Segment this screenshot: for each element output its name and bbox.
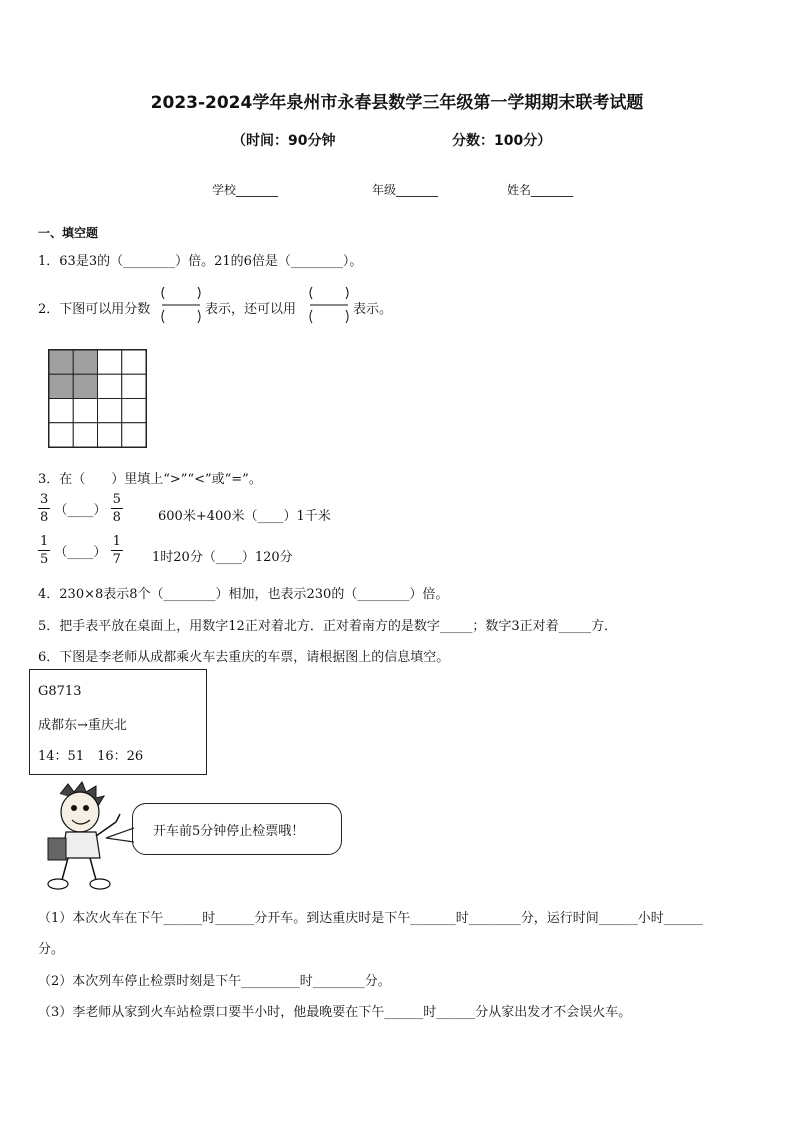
blank-fraction-2 <box>306 283 352 327</box>
grid-cell <box>98 399 122 423</box>
grid-cell-shaded <box>73 374 97 398</box>
blank-fraction-1 <box>158 283 204 327</box>
question-2-suffix: 表示。 <box>353 302 393 317</box>
question-6: 6．下图是李老师从成都乘火车去重庆的车票，请根据图上的信息填空。 <box>38 650 450 665</box>
grid-cell-shaded <box>73 350 97 374</box>
q3-row-1 <box>38 493 123 524</box>
grid-cell <box>122 374 146 398</box>
sub-question-2: （2）本次列车停止检票时刻是下午_________时________分。 <box>38 974 391 989</box>
speech-bubble-text: 开车前5分钟停止检票哦！ <box>153 824 305 839</box>
question-4: 4．230×8表示8个（________）相加，也表示230的（________）倍。 <box>38 587 449 602</box>
fraction-3-8: $\frac{3}{8}$ <box>40 492 49 525</box>
exam-score: 分数：100分） <box>452 133 552 149</box>
compare-blank-2: （____） <box>54 545 107 560</box>
fraction-1-7: $\frac{1}{7}$ <box>112 534 121 567</box>
grid-cell <box>98 350 122 374</box>
grid-cell <box>98 374 122 398</box>
question-1: 1．63是3的（________）倍。21的6倍是（________）。 <box>38 254 363 269</box>
section-fill-blank: 一、填空题 <box>38 226 99 240</box>
grid-cell <box>98 423 122 447</box>
speech-bubble <box>132 803 342 855</box>
grid-cell <box>73 423 97 447</box>
grid-cell <box>73 399 97 423</box>
question-3-intro: 3．在（ ）里填上“>”“<”或“=”。 <box>38 472 262 487</box>
school-field: 学校_______ <box>212 183 279 197</box>
page-title: 2023-2024学年泉州市永春县数学三年级第一学期期末联考试题 <box>150 93 644 113</box>
q3-row-2 <box>38 535 123 566</box>
grid-cell <box>122 423 146 447</box>
grade-field: 年级_______ <box>372 183 439 197</box>
sub-question-1-end: 分。 <box>38 942 65 957</box>
fraction-grid <box>48 349 147 448</box>
compare-blank-1: （____） <box>54 503 107 518</box>
compare-length: 600米+400米（____）1千米 <box>158 509 331 524</box>
ticket-train-number: G8713 <box>38 684 82 699</box>
grid-cell-shaded <box>49 374 73 398</box>
fraction-1-5: $\frac{1}{5}$ <box>40 534 49 567</box>
name-field: 姓名_______ <box>507 183 574 197</box>
question-5: 5．把手表平放在桌面上，用数字12正对着北方．正对着南方的是数字_____；数字3正对着_____方． <box>38 619 618 634</box>
train-ticket <box>29 669 207 775</box>
exam-time: （时间：90分钟 <box>232 133 336 149</box>
ticket-times: 14：51 16：26 <box>38 749 144 764</box>
question-2-middle: 表示，还可以用 <box>205 302 297 317</box>
compare-time: 1时20分（____）120分 <box>152 550 293 565</box>
grid-cell <box>49 423 73 447</box>
sub-question-1: （1）本次火车在下午______时______分开车。到达重庆时是下午_______时________分，运行时间______小时______ <box>38 911 703 926</box>
ticket-route: 成都东→重庆北 <box>38 718 127 733</box>
grid-cell <box>122 350 146 374</box>
fraction-5-8: $\frac{5}{8}$ <box>112 492 121 525</box>
grid-cell <box>122 399 146 423</box>
grid-cell-shaded <box>49 350 73 374</box>
grid-cell <box>49 399 73 423</box>
question-2-prefix: 2．下图可以用分数 <box>38 302 151 317</box>
sub-question-3: （3）李老师从家到火车站检票口要半小时，他最晚要在下午______时______分从家出发才不会误火车。 <box>38 1005 632 1020</box>
